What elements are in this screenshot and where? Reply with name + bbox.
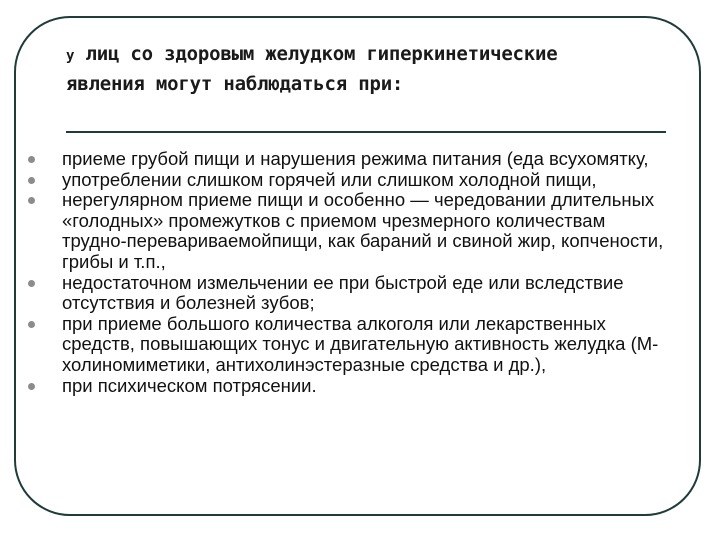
list-item-text: приеме грубой пищи и нарушения режима питания (еда всухомятку, (62, 148, 649, 169)
slide-title-text: лиц со здоровым желудком гиперкинетические явления могут наблюдаться при: (66, 43, 558, 95)
list-item (28, 376, 668, 397)
list-item-text: при приеме большого количества алкоголя или лекарственных средств, повышающих тонус и двигательную активность желудка (М-холиномиметики, антихолинэстеразные средства и др.), (62, 312, 659, 375)
list-item (28, 170, 668, 191)
bullet-dot-icon (28, 321, 35, 328)
list-item-text: нерегулярном приеме пищи и особенно — чередовании длительных «голодных» промежутков с приемом чрезмерного количествам трудно-перевариваемойпищи, как бараний и свиной жир, копчености, грибы и т.п., (62, 189, 664, 272)
bullet-dot-icon (28, 383, 35, 390)
list-item (28, 314, 668, 376)
slide-title (66, 40, 626, 98)
list-item (28, 149, 668, 170)
title-divider (66, 131, 666, 133)
list-item-text: недостаточном измельчении ее при быстрой еде или вследствие отсутствия и болезней зубов; (62, 271, 624, 314)
list-item-text: при психическом потрясении. (62, 374, 317, 396)
list-item-text: употреблении слишком горячей или слишком холодной пищи, (62, 168, 597, 190)
slide-title-prefix: у (66, 48, 75, 64)
bullet-dot-icon (28, 177, 35, 184)
list-item (28, 190, 668, 272)
bullet-dot-icon (28, 156, 35, 163)
bullet-dot-icon (28, 280, 35, 287)
bullet-list (28, 149, 668, 396)
bullet-dot-icon (28, 197, 35, 204)
list-item (28, 273, 668, 314)
